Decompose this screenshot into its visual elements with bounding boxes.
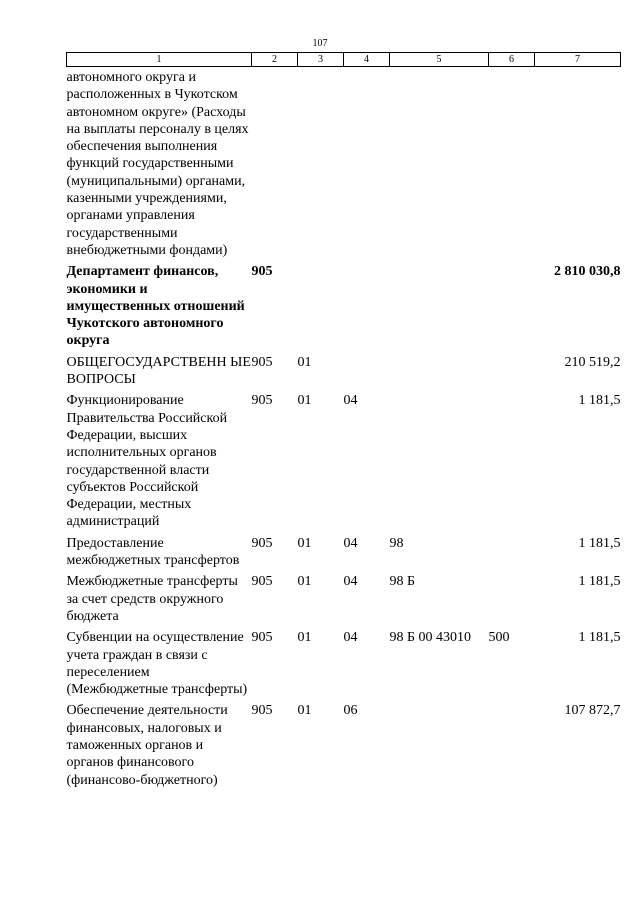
section-code: 01 xyxy=(297,574,312,590)
section-code: 01 xyxy=(297,703,312,719)
target-article-code xyxy=(390,350,489,389)
target-article-code xyxy=(390,388,489,530)
col-header-6: 6 xyxy=(489,53,535,67)
section-code: 01 xyxy=(297,630,312,646)
amount xyxy=(535,67,621,260)
amount: 1 181,5 xyxy=(578,574,621,590)
amount: 1 181,5 xyxy=(578,393,621,409)
row-name: Субвенции на осуществление учета граждан в связи с переселением (Межбюджетные трансферты) xyxy=(66,630,248,698)
table-row xyxy=(67,569,621,625)
expense-type-code xyxy=(489,698,535,788)
table-row xyxy=(67,698,621,788)
column-number-row xyxy=(67,53,621,67)
row-name: Межбюджетные трансферты за счет средств окружного бюджета xyxy=(66,574,238,624)
target-article-code xyxy=(390,67,489,260)
row-name: ОБЩЕГОСУДАРСТВЕНН ЫЕ ВОПРОСЫ xyxy=(66,354,251,388)
table-row xyxy=(67,259,621,349)
table-row xyxy=(67,67,621,260)
row-name: Функционирование Правительства Российской Федерации, высших исполнительных органов государственной власти субъектов Российской Федерации, местных администраций xyxy=(66,393,228,530)
table-row xyxy=(67,531,621,570)
subsection-code xyxy=(344,259,390,349)
expense-type-code: 500 xyxy=(488,630,510,646)
subsection-code: 04 xyxy=(343,574,358,590)
amount: 1 181,5 xyxy=(578,630,621,646)
target-article-code xyxy=(390,698,489,788)
section-code xyxy=(298,67,344,260)
col-header-5: 5 xyxy=(390,53,489,67)
ministry-code: 905 xyxy=(251,630,273,646)
ministry-code: 905 xyxy=(251,264,273,280)
row-name: Департамент финансов, экономики и имущественных отношений Чукотского автономного округа xyxy=(66,264,245,349)
budget-table xyxy=(66,52,621,789)
amount: 1 181,5 xyxy=(578,535,621,551)
amount: 210 519,2 xyxy=(564,354,621,370)
ministry-code: 905 xyxy=(251,703,273,719)
target-article-code: 98 Б 00 43010 xyxy=(389,630,472,646)
table-row xyxy=(67,388,621,530)
amount: 107 872,7 xyxy=(564,703,621,719)
col-header-1: 1 xyxy=(67,53,252,67)
ministry-code: 905 xyxy=(251,354,273,370)
subsection-code: 04 xyxy=(343,630,358,646)
table-row xyxy=(67,350,621,389)
amount: 2 810 030,8 xyxy=(554,264,621,280)
subsection-code xyxy=(344,67,390,260)
section-code: 01 xyxy=(297,535,312,551)
page-number: 107 xyxy=(312,38,328,49)
ministry-code xyxy=(252,67,298,260)
target-article-code: 98 Б xyxy=(389,574,416,590)
subsection-code xyxy=(344,350,390,389)
ministry-code: 905 xyxy=(251,535,273,551)
row-name: Предоставление межбюджетных трансфертов xyxy=(66,535,240,569)
ministry-code: 905 xyxy=(251,574,273,590)
expense-type-code xyxy=(489,350,535,389)
table-row xyxy=(67,625,621,698)
col-header-2: 2 xyxy=(252,53,298,67)
section-code: 01 xyxy=(297,354,312,370)
row-name: автономного округа и расположенных в Чукотском автономном округе» (Расходы на выплаты персоналу в целях обеспечения выполнения функций государственными (муниципальными) органами, казенными учреждениями, органами управления государственными внебюджетными фондами) xyxy=(66,70,249,258)
expense-type-code xyxy=(489,259,535,349)
expense-type-code xyxy=(489,388,535,530)
col-header-3: 3 xyxy=(298,53,344,67)
target-article-code xyxy=(390,259,489,349)
expense-type-code xyxy=(489,531,535,570)
col-header-7: 7 xyxy=(535,53,621,67)
expense-type-code xyxy=(489,569,535,625)
col-header-4: 4 xyxy=(344,53,390,67)
section-code xyxy=(298,259,344,349)
ministry-code: 905 xyxy=(251,393,273,409)
expense-type-code xyxy=(489,67,535,260)
subsection-code: 04 xyxy=(343,393,358,409)
target-article-code: 98 xyxy=(389,535,404,551)
subsection-code: 06 xyxy=(343,703,358,719)
row-name: Обеспечение деятельности финансовых, налоговых и таможенных органов и органов финансового (финансово-бюджетного) xyxy=(66,703,228,788)
section-code: 01 xyxy=(297,393,312,409)
subsection-code: 04 xyxy=(343,535,358,551)
